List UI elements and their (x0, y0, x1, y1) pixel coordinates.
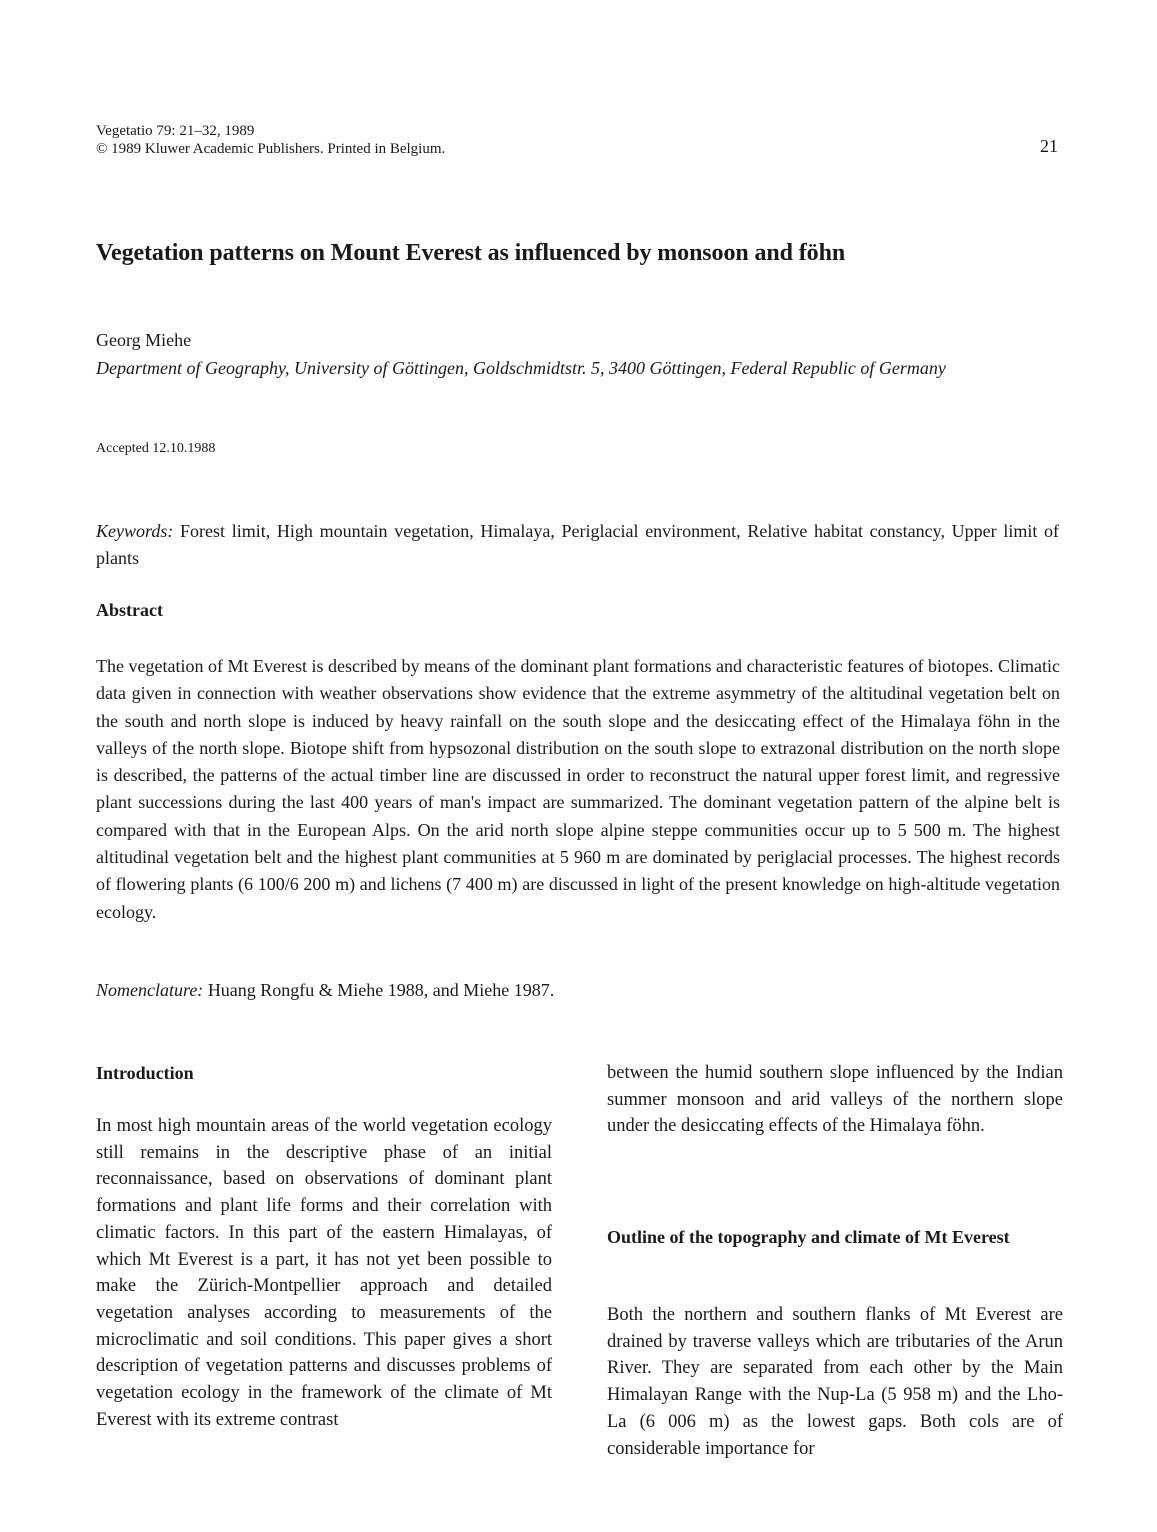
introduction-continued-text: between the humid southern slope influenced by the Indian summer monsoon and arid valleys of the northern slope under the desiccating effects of the Himalaya föhn. (607, 1063, 1063, 1137)
abstract-heading: Abstract (96, 600, 163, 620)
outline-heading: Outline of the topography and climate of Mt Everest (607, 1227, 1010, 1247)
accepted-date: Accepted 12.10.1988 (96, 441, 216, 456)
abstract-text: The vegetation of Mt Everest is described by means of the dominant plant formations and characteristic features of biotopes. Climatic data given in connection with weather observations show evidence that the extreme asymmetry of the altitudinal vegetation belt on the south and north slope is induced by heavy rainfall on the south slope and the desiccating effect of the Himalaya föhn in the valleys of the north slope. Biotope shift from hypsozonal distribution on the south slope to extrazonal distribution on the north slope is described, the patterns of the actual timber line are discussed in order to reconstruct the natural upper forest limit, and regressive plant successions during the last 400 years of man's impact are summarized. The dominant vegetation pattern of the alpine belt is compared with that in the European Alps. On the arid north slope alpine steppe communities occur up to 5 500 m. The highest altitudinal vegetation belt and the highest plant communities at 5 960 m are dominated by periglacial processes. The highest records of flowering plants (6 100/6 200 m) and lichens (7 400 m) are discussed in light of the present knowledge on high-altitude vegetation ecology. (96, 656, 1060, 922)
journal-volume-line: Vegetatio 79: 21–32, 1989 (96, 123, 255, 139)
nomenclature-label: Nomenclature: (96, 980, 204, 1000)
article-title: Vegetation patterns on Mount Everest as influenced by monsoon and föhn (96, 240, 846, 266)
journal-citation (96, 122, 445, 158)
nomenclature-text: Huang Rongfu & Miehe 1988, and Miehe 1987. (207, 980, 555, 1000)
keywords-label: Keywords: (96, 521, 174, 541)
introduction-text: In most high mountain areas of the world vegetation ecology still remains in the descriptive phase of an initial reconnaissance, based on observations of dominant plant formations and plant life forms and their correlation with climatic factors. In this part of the eastern Himalayas, of which Mt Everest is a part, it has not yet been possible to make the Zürich-Montpellier approach and detailed vegetation analyses according to measurements of the microclimatic and soil conditions. This paper gives a short description of vegetation patterns and discusses problems of vegetation ecology in the framework of the climate of Mt Everest with its extreme contrast (96, 1116, 552, 1430)
keywords (96, 518, 1059, 572)
page-number: 21 (1040, 136, 1058, 156)
outline-text: Both the northern and southern flanks of Mt Everest are drained by traverse valleys which are tributaries of the Arun River. They are separated from each other by the Main Himalayan Range with the Nup-La (5 958 m) and the Lho-La (6 006 m) as the lowest gaps. Both cols are of considerable importance for (607, 1305, 1063, 1459)
keywords-text: Forest limit, High mountain vegetation, Himalaya, Periglacial environment, Relative habitat constancy, Upper limit of plants (96, 521, 1060, 568)
publisher-line: © 1989 Kluwer Academic Publishers. Printed in Belgium. (96, 141, 446, 157)
nomenclature (96, 980, 1060, 1001)
author-name: Georg Miehe (96, 330, 192, 350)
introduction-heading: Introduction (96, 1063, 194, 1083)
author-affiliation: Department of Geography, University of Göttingen, Goldschmidtstr. 5, 3400 Göttingen, Federal Republic of Germany (96, 358, 946, 378)
